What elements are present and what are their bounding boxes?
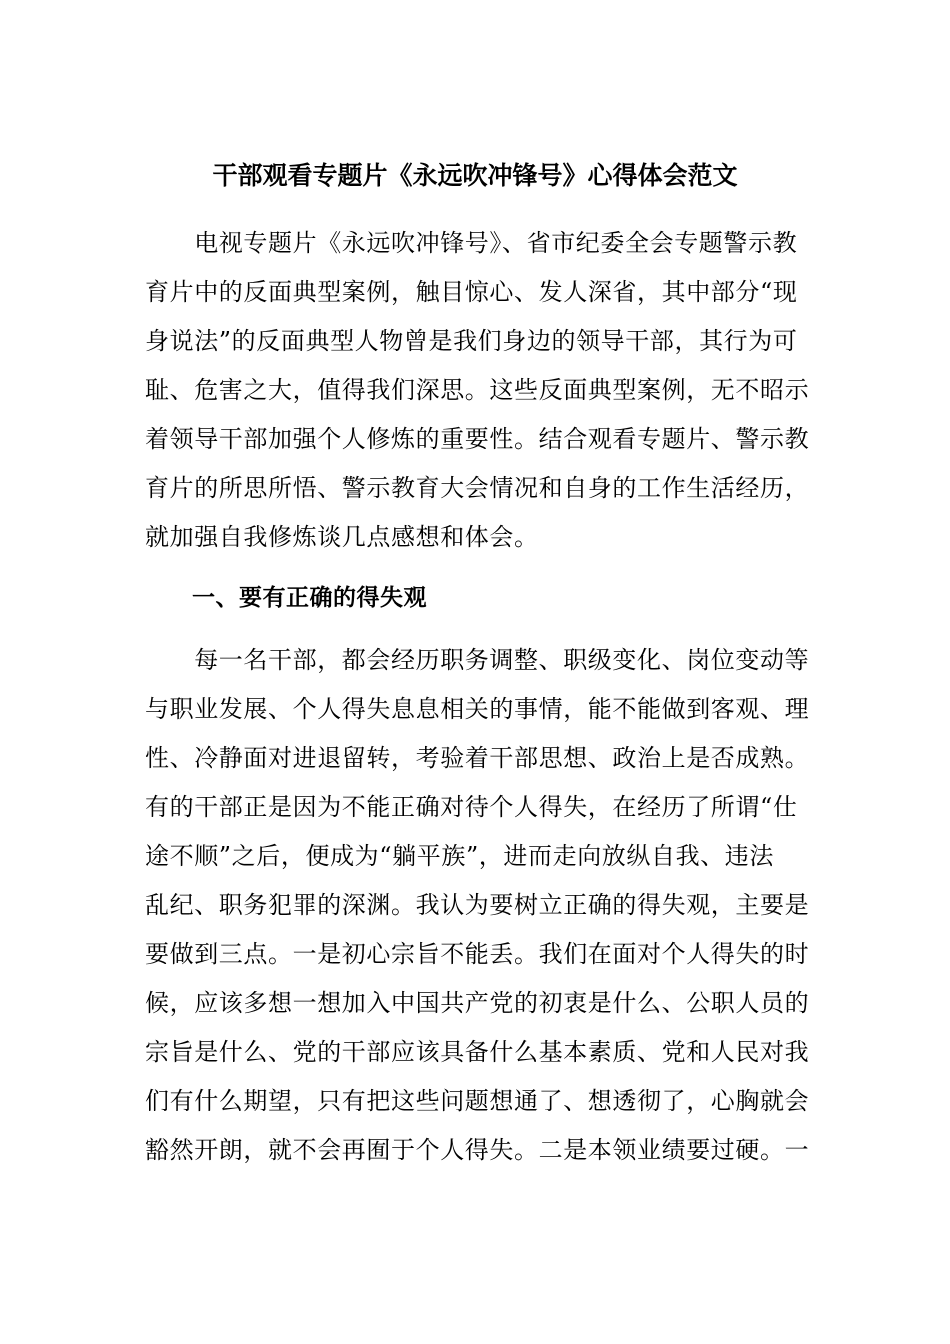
section-heading: 一、要有正确的得失观	[192, 585, 427, 611]
paragraph-line: 豁然开朗，就不会再囿于个人得失。二是本领业绩要过硬。一	[145, 1136, 810, 1164]
paragraph-line: 们有什么期望，只有把这些问题想通了、想透彻了，心胸就会	[145, 1087, 810, 1115]
paragraph-line: 乱纪、职务犯罪的深渊。我认为要树立正确的得失观，主要是	[145, 891, 810, 919]
paragraph-line: 着领导干部加强个人修炼的重要性。结合观看专题片、警示教	[145, 425, 810, 453]
paragraph-line: 就加强自我修炼谈几点感想和体会。	[145, 523, 539, 551]
paragraph-line: 每一名干部，都会经历职务调整、职级变化、岗位变动等	[145, 646, 810, 674]
paragraph-line: 育片中的反面典型案例，触目惊心、发人深省，其中部分“现	[145, 278, 798, 306]
paragraph-line: 身说法”的反面典型人物曾是我们身边的领导干部，其行为可	[145, 327, 798, 355]
paragraph-line: 要做到三点。一是初心宗旨不能丢。我们在面对个人得失的时	[145, 940, 810, 968]
paragraph-section1	[145, 636, 810, 1175]
document-title: 干部观看专题片《永远吹冲锋号》心得体会范文	[212, 161, 738, 190]
paragraph-intro	[145, 219, 810, 562]
paragraph-line: 途不顺”之后，便成为“躺平族”，进而走向放纵自我、违法	[145, 842, 775, 870]
paragraph-line: 耻、危害之大，值得我们深思。这些反面典型案例，无不昭示	[145, 376, 810, 404]
paragraph-line: 育片的所思所悟、警示教育大会情况和自身的工作生活经历，	[145, 474, 810, 502]
paragraph-line: 与职业发展、个人得失息息相关的事情，能不能做到客观、理	[145, 695, 810, 723]
paragraph-line: 性、冷静面对进退留转，考验着干部思想、政治上是否成熟。	[145, 744, 810, 772]
paragraph-line: 电视专题片《永远吹冲锋号》、省市纪委全会专题警示教	[145, 229, 798, 257]
paragraph-line: 候，应该多想一想加入中国共产党的初衷是什么、公职人员的	[145, 989, 810, 1017]
paragraph-line: 有的干部正是因为不能正确对待个人得失，在经历了所谓“仕	[145, 793, 798, 821]
paragraph-line: 宗旨是什么、党的干部应该具备什么基本素质、党和人民对我	[145, 1038, 810, 1066]
